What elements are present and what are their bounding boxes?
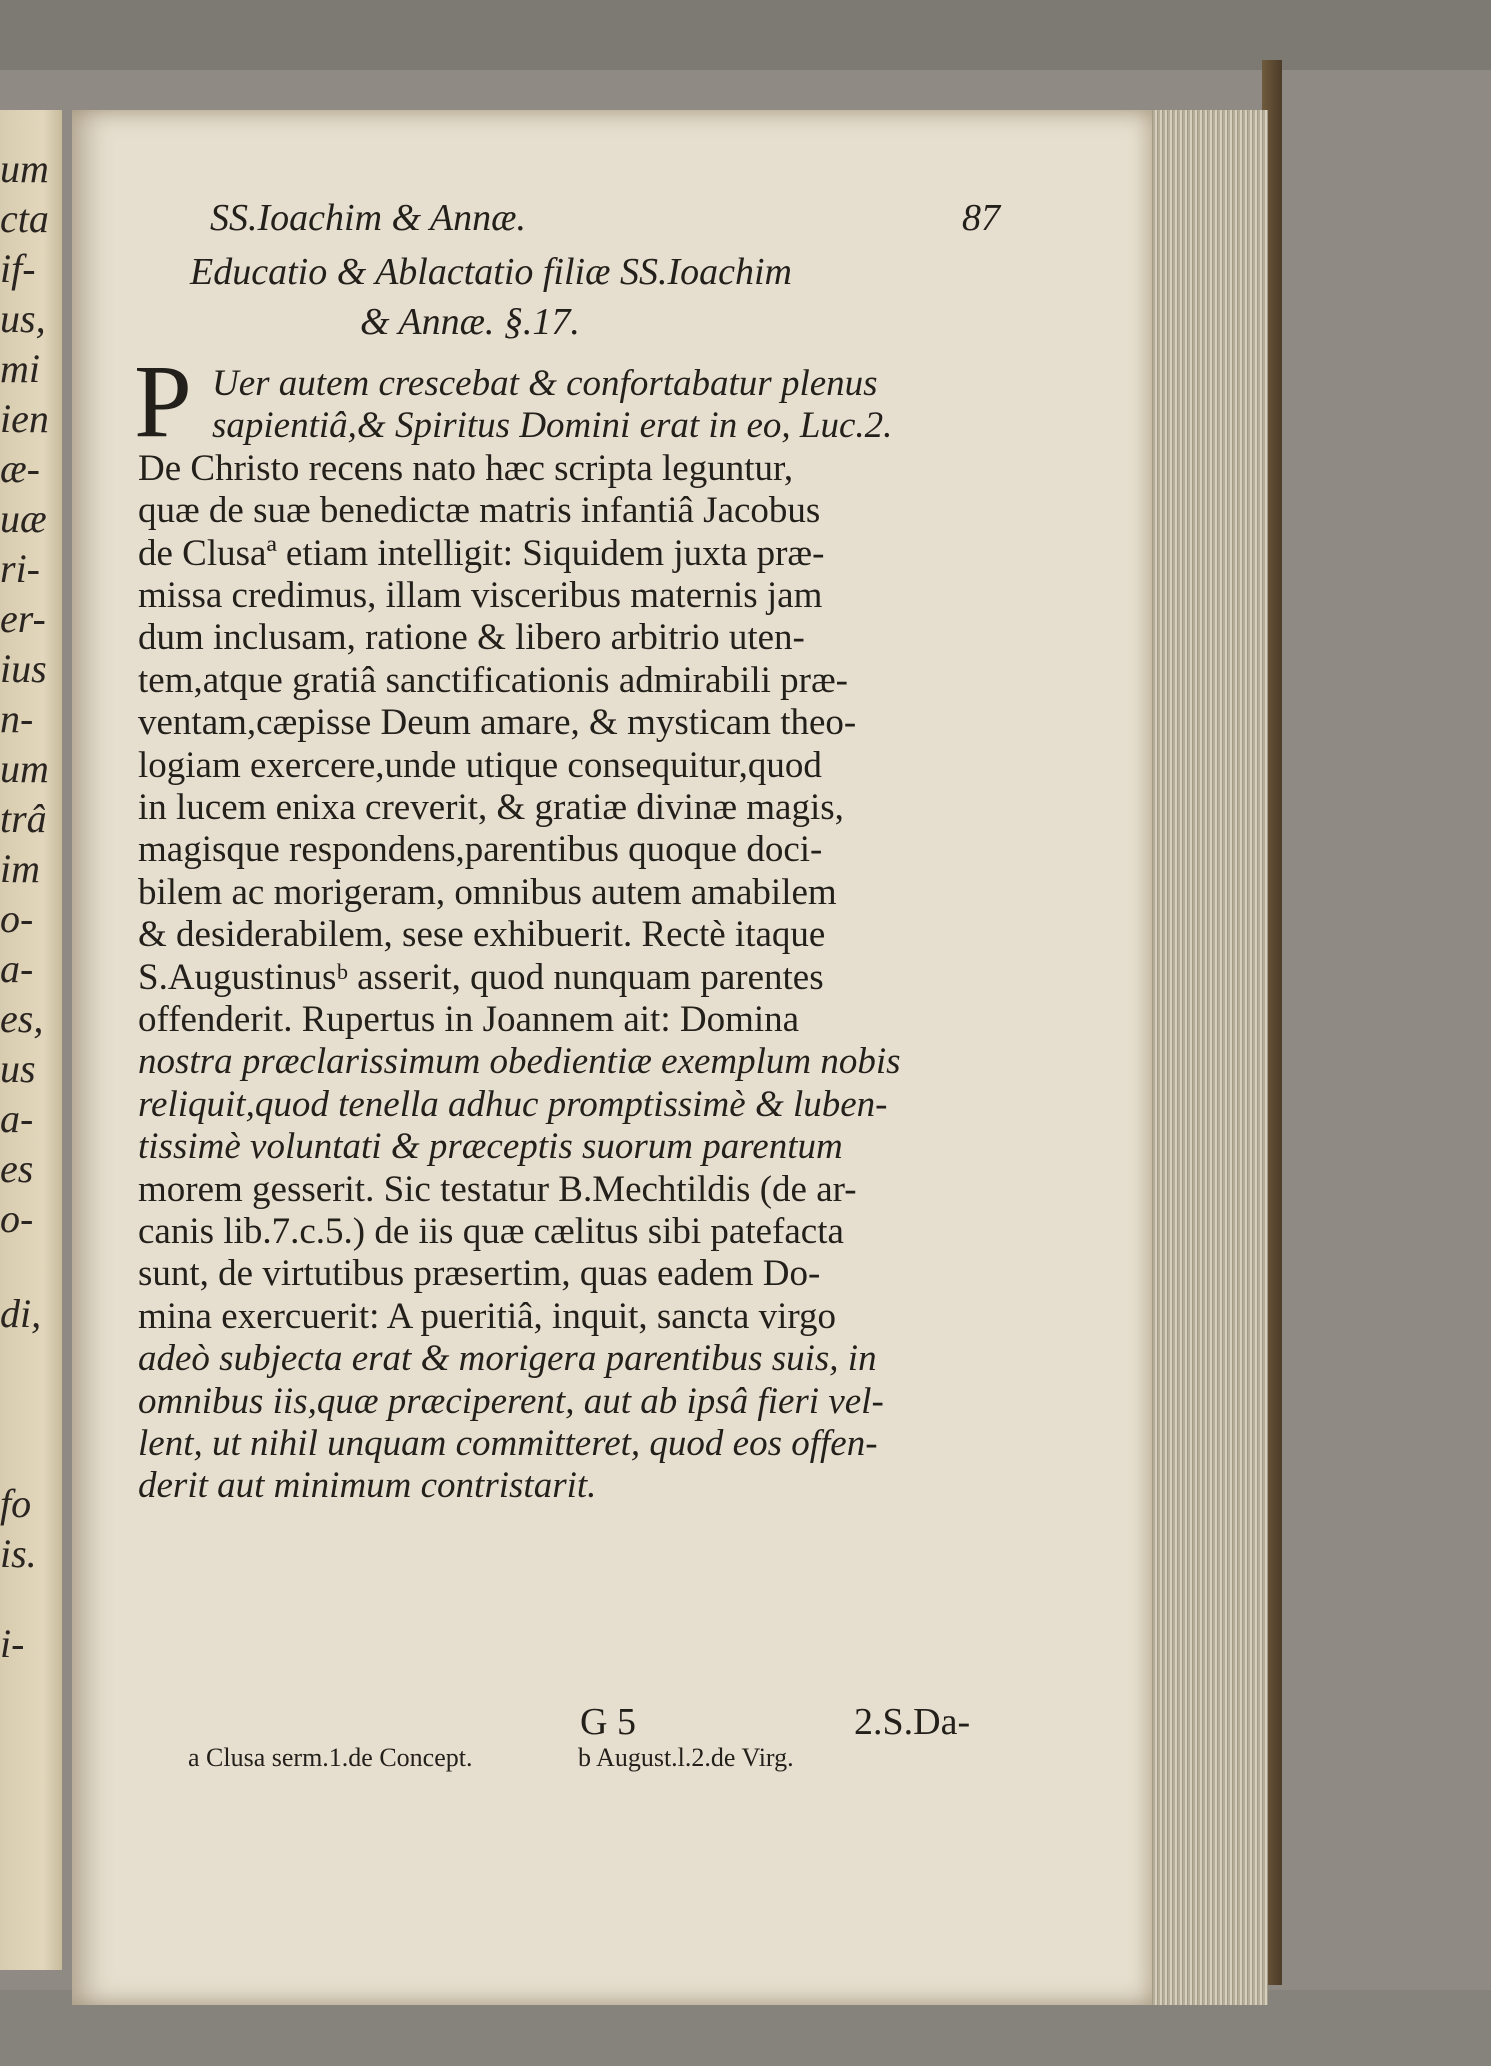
left-page-fragments xyxy=(0,110,62,1970)
left-page-fragment: us, xyxy=(0,296,46,341)
signature-mark: G 5 xyxy=(580,1701,636,1743)
left-page-fragment: um xyxy=(0,746,49,791)
left-page-fragment: cta xyxy=(0,196,49,241)
chapter-title-line-1: Educatio & Ablactatio filiæ SS.Ioachim xyxy=(190,251,792,293)
left-page-fragment: if- xyxy=(0,246,36,291)
body-line: Uer autem crescebat & confortabatur plenus xyxy=(212,363,878,404)
page-number: 87 xyxy=(962,197,1000,239)
body-line: tissimè voluntati & præceptis suorum parentum xyxy=(138,1126,843,1168)
footnote-a: a Clusa serm.1.de Concept. xyxy=(188,1743,473,1772)
body-line: logiam exercere,unde utique consequitur,quod xyxy=(138,744,822,786)
catchword: 2.S.Da- xyxy=(854,1701,971,1743)
body-line: sapientiâ,& Spiritus Domini erat in eo, Luc.2. xyxy=(212,405,893,447)
body-line: S.Augustinusᵇ asserit, quod nunquam parentes xyxy=(138,956,824,998)
body-line: mina exercuerit: A pueritiâ, inquit, sancta virgo xyxy=(138,1295,837,1337)
body-line: quæ de suæ benedictæ matris infantiâ Jacobus xyxy=(138,490,821,532)
body-line: adeò subjecta erat & morigera parentibus suis, in xyxy=(138,1338,877,1380)
left-page-fragment: im xyxy=(0,846,40,891)
body-line: tem,atque gratiâ sanctificationis admirabili præ- xyxy=(138,659,848,701)
body-line: ventam,cæpisse Deum amare, & mysticam theo- xyxy=(138,702,857,744)
left-page-fragment: uæ xyxy=(0,496,47,541)
left-page-fragment: a- xyxy=(0,946,34,991)
left-page-fragment: fo xyxy=(0,1481,32,1526)
left-page-fragment: ius xyxy=(0,646,47,691)
left-page-fragment: trâ xyxy=(0,796,47,841)
body-line: sunt, de virtutibus præsertim, quas eadem Do- xyxy=(138,1253,821,1295)
body-line: De Christo recens nato hæc scripta leguntur, xyxy=(138,447,794,489)
left-page-fragment: di, xyxy=(0,1291,42,1336)
page-header xyxy=(210,196,1000,242)
drop-cap: P xyxy=(134,344,192,459)
body-line: derit aut minimum contristarit. xyxy=(138,1465,597,1507)
left-page-fragment: a- xyxy=(0,1096,34,1141)
left-page-fragment: us xyxy=(0,1046,36,1091)
footnote-b: b August.l.2.de Virg. xyxy=(578,1743,794,1772)
body-line: nostra præclarissimum obedientiæ exemplum nobis xyxy=(138,1041,901,1083)
running-head: SS.Ioachim & Annæ. xyxy=(210,197,526,239)
left-page-fragment: um xyxy=(0,146,49,191)
body-line: missa credimus, illam visceribus maternis jam xyxy=(138,575,823,616)
left-page-fragment: ri- xyxy=(0,546,40,591)
left-page-fragment: es xyxy=(0,1146,34,1191)
left-facing-page xyxy=(0,110,62,1970)
body-line: offenderit. Rupertus in Joannem ait: Domina xyxy=(138,999,800,1040)
body-line: omnibus iis,quæ præciperent, aut ab ipsâ fieri vel- xyxy=(138,1380,884,1422)
body-line: morem gesserit. Sic testatur B.Mechtildis (de ar- xyxy=(138,1168,857,1210)
body-line: de Clusaª etiam intelligit: Siquidem juxta præ- xyxy=(138,532,825,574)
left-page-fragment: mi xyxy=(0,346,40,391)
body-line: & desiderabilem, sese exhibuerit. Rectè itaque xyxy=(138,914,826,956)
left-page-fragment: o- xyxy=(0,896,34,941)
body-line: lent, ut nihil unquam committeret, quod eos offen- xyxy=(138,1423,878,1464)
body-line: magisque respondens,parentibus quoque doci- xyxy=(138,829,823,871)
left-page-fragment: es, xyxy=(0,996,44,1041)
chapter-title-line-2: & Annæ. §.17. xyxy=(360,301,580,343)
left-page-fragment: ien xyxy=(0,396,49,441)
left-page-fragment: i- xyxy=(0,1621,25,1666)
left-page-fragment: is. xyxy=(0,1531,37,1576)
body-line: reliquit,quod tenella adhuc promptissimè & luben- xyxy=(138,1083,888,1125)
left-page-fragment: æ- xyxy=(0,446,40,491)
body-line: dum inclusam, ratione & libero arbitrio uten- xyxy=(138,617,805,659)
body-line: in lucem enixa creverit, & gratiæ divinæ magis, xyxy=(138,787,844,828)
left-page-fragment: er- xyxy=(0,596,46,641)
body-line: bilem ac morigeram, omnibus autem amabilem xyxy=(138,871,837,913)
left-page-fragment: o- xyxy=(0,1196,34,1241)
left-page-fragment: n- xyxy=(0,696,34,741)
page-edges xyxy=(1148,110,1268,2005)
body-line: canis lib.7.c.5.) de iis quæ cælitus sibi patefacta xyxy=(138,1211,844,1252)
